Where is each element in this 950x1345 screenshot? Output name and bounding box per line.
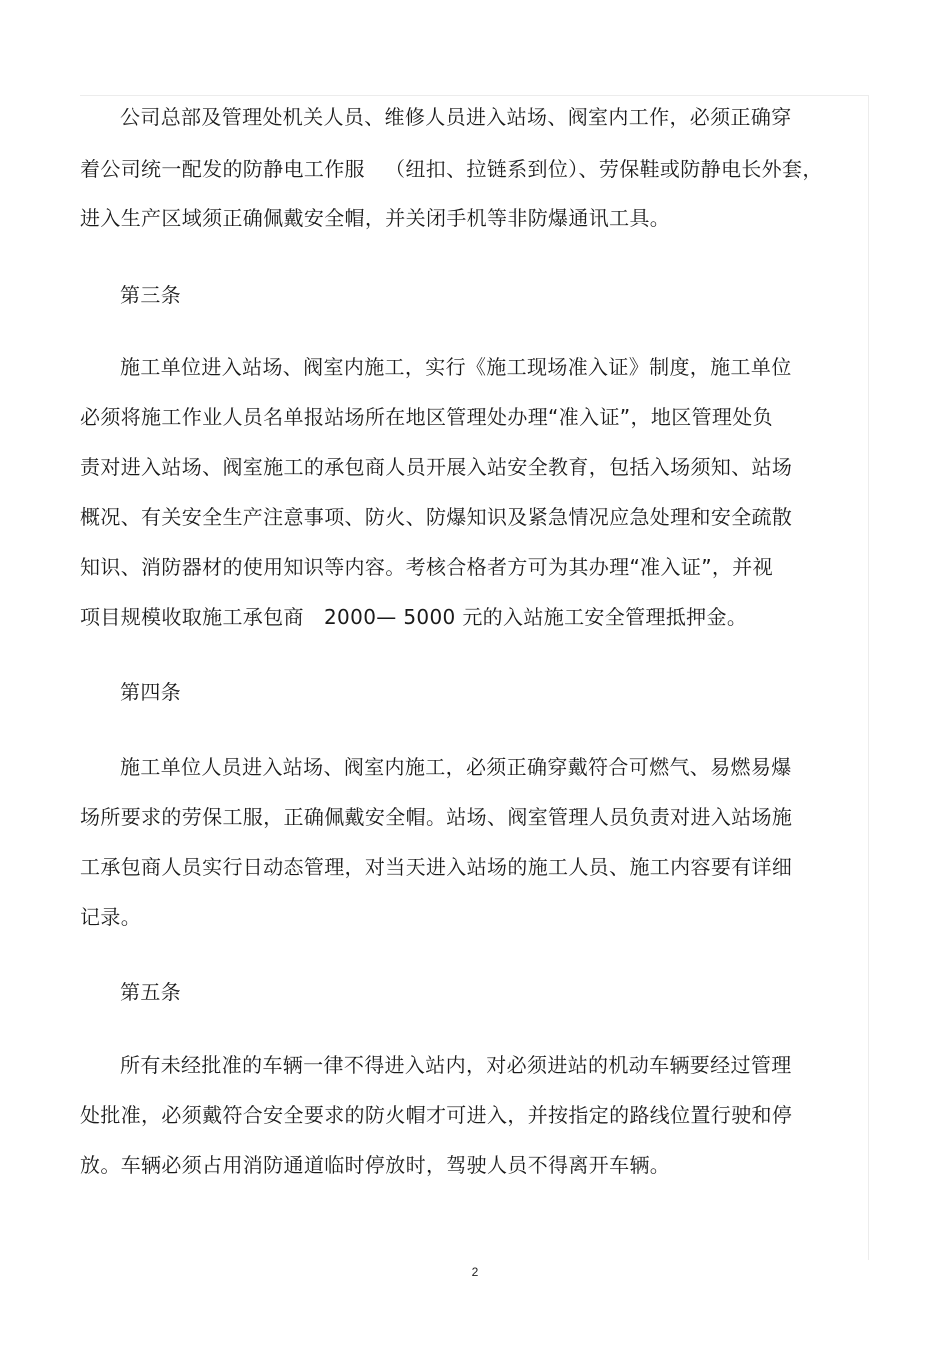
article-4-heading: 第四条 bbox=[120, 680, 182, 704]
paragraph-1-line-1: 公司总部及管理处机关人员、维修人员进入站场、阀室内工作，必须正确穿 bbox=[120, 105, 792, 129]
paragraph-3-line-4: 记录。 bbox=[80, 905, 142, 929]
article-3-heading: 第三条 bbox=[120, 283, 182, 307]
page-number: 2 bbox=[471, 1265, 479, 1279]
page-frame bbox=[80, 95, 869, 1260]
paragraph-4-line-3: 放。车辆必须占用消防通道临时停放时，驾驶人员不得离开车辆。 bbox=[80, 1153, 671, 1177]
paragraph-3-line-1: 施工单位人员进入站场、阀室内施工，必须正确穿戴符合可燃气、易燃易爆 bbox=[120, 755, 792, 779]
paragraph-2-line-6: 项目规模收取施工承包商 2000— 5000 元的入站施工安全管理抵押金。 bbox=[80, 605, 748, 629]
paragraph-2-line-4: 概况、有关安全生产注意事项、防火、防爆知识及紧急情况应急处理和安全疏散 bbox=[80, 505, 793, 529]
paragraph-3-line-2: 场所要求的劳保工服，正确佩戴安全帽。站场、阀室管理人员负责对进入站场施 bbox=[80, 805, 793, 829]
paragraph-4-line-1: 所有未经批准的车辆一律不得进入站内，对必须进站的机动车辆要经过管理 bbox=[120, 1053, 792, 1077]
paragraph-4-line-2: 处批准，必须戴符合安全要求的防火帽才可进入，并按指定的路线位置行驶和停 bbox=[80, 1103, 793, 1127]
paragraph-2-line-5: 知识、消防器材的使用知识等内容。考核合格者方可为其办理“准入证”，并视 bbox=[80, 555, 773, 579]
paragraph-1-line-2: 着公司统一配发的防静电工作服 （纽扣、拉链系到位）、劳保鞋或防静电长外套， bbox=[80, 157, 823, 181]
paragraph-1-line-3: 进入生产区域须正确佩戴安全帽，并关闭手机等非防爆通讯工具。 bbox=[80, 206, 671, 230]
paragraph-3-line-3: 工承包商人员实行日动态管理，对当天进入站场的施工人员、施工内容要有详细 bbox=[80, 855, 793, 879]
paragraph-2-line-3: 责对进入站场、阀室施工的承包商人员开展入站安全教育，包括入场须知、站场 bbox=[80, 455, 793, 479]
paragraph-2-line-2: 必须将施工作业人员名单报站场所在地区管理处办理“准入证”，地区管理处负 bbox=[80, 405, 773, 429]
article-5-heading: 第五条 bbox=[120, 980, 182, 1004]
paragraph-2-line-1: 施工单位进入站场、阀室内施工，实行《施工现场准入证》制度，施工单位 bbox=[120, 355, 792, 379]
